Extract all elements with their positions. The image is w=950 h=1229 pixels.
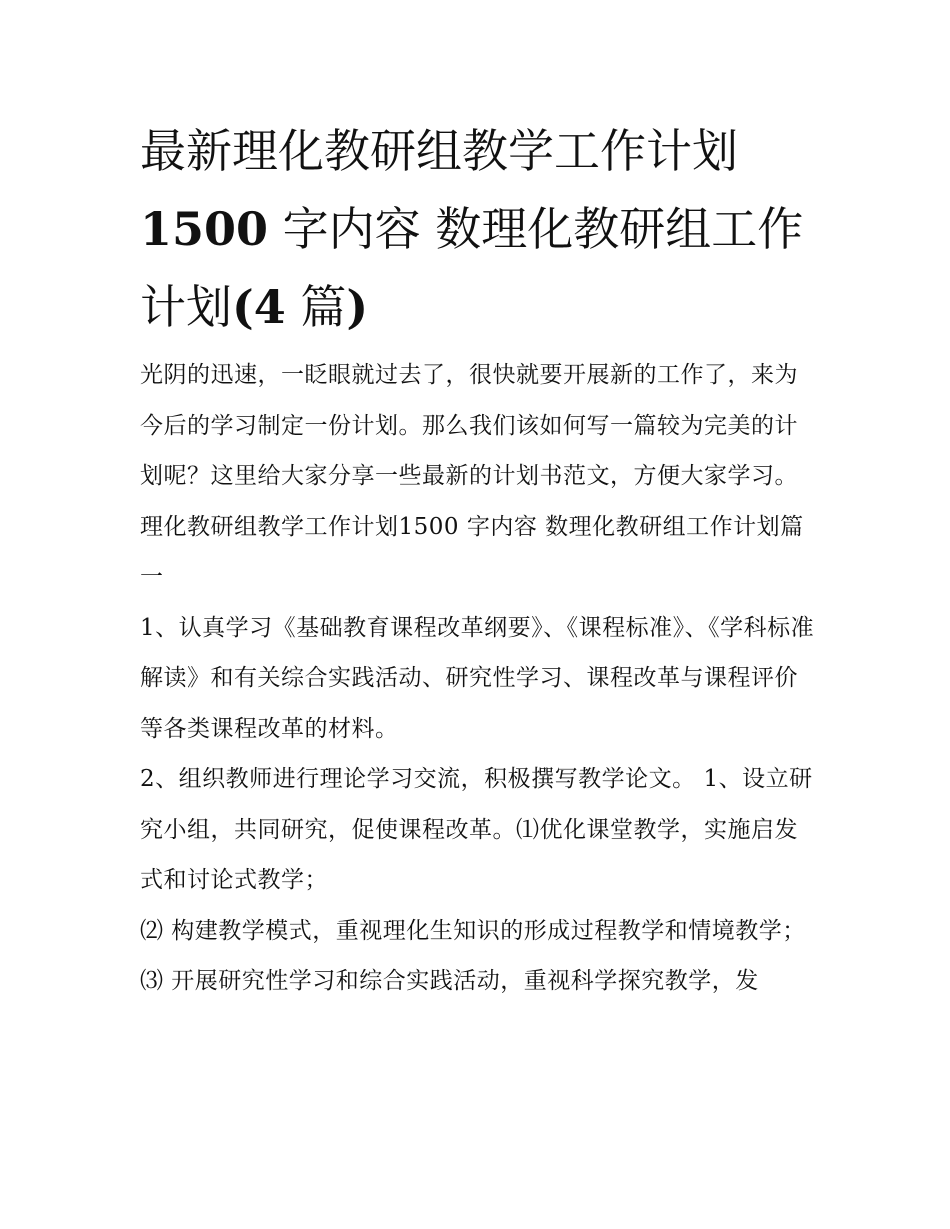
section-heading: 理化教研组教学工作计划1500 字内容 数理化教研组工作计划篇一: [140, 513, 804, 590]
list-item-2: 2、组织教师进行理论学习交流，积极撰写教学论文。 1、设立研究小组，共同研究，促使课程改革。⑴优化课堂教学，实施启发式和讨论式教学；: [140, 766, 813, 893]
list-item-1: 1、认真学习《基础教育课程改革纲要》、《课程标准》、《学科标准解读》和有关综合实践活动、研究性学习、课程改革与课程评价等各类课程改革的材料。: [140, 614, 815, 742]
title-text-1: 最新理化教研组教学工作计划: [140, 124, 738, 178]
document-body: [140, 112, 820, 1007]
title-number-4: 4: [253, 280, 286, 334]
sub-item-3: ⑶ 开展研究性学习和综合实践活动，重视科学探究教学，发: [140, 968, 759, 994]
document-title: [140, 112, 820, 346]
title-paren-close: ): [346, 280, 369, 334]
title-text-3: 篇: [285, 280, 347, 334]
title-number-1500: 1500: [140, 202, 269, 256]
title-paren-open: (: [232, 280, 254, 334]
sub-item-2: ⑵ 构建教学模式，重视理化生知识的形成过程教学和情境教学；: [140, 917, 806, 944]
title-text-2: 字内容 数理化教研组工作计划: [140, 202, 804, 334]
intro-paragraph: 光阴的迅速，一眨眼就过去了，很快就要开展新的工作了，来为今后的学习制定一份计划。那么我们该如何写一篇较为完美的计划呢？这里给大家分享一些最新的计划书范文，方便大家学习。: [140, 362, 798, 489]
